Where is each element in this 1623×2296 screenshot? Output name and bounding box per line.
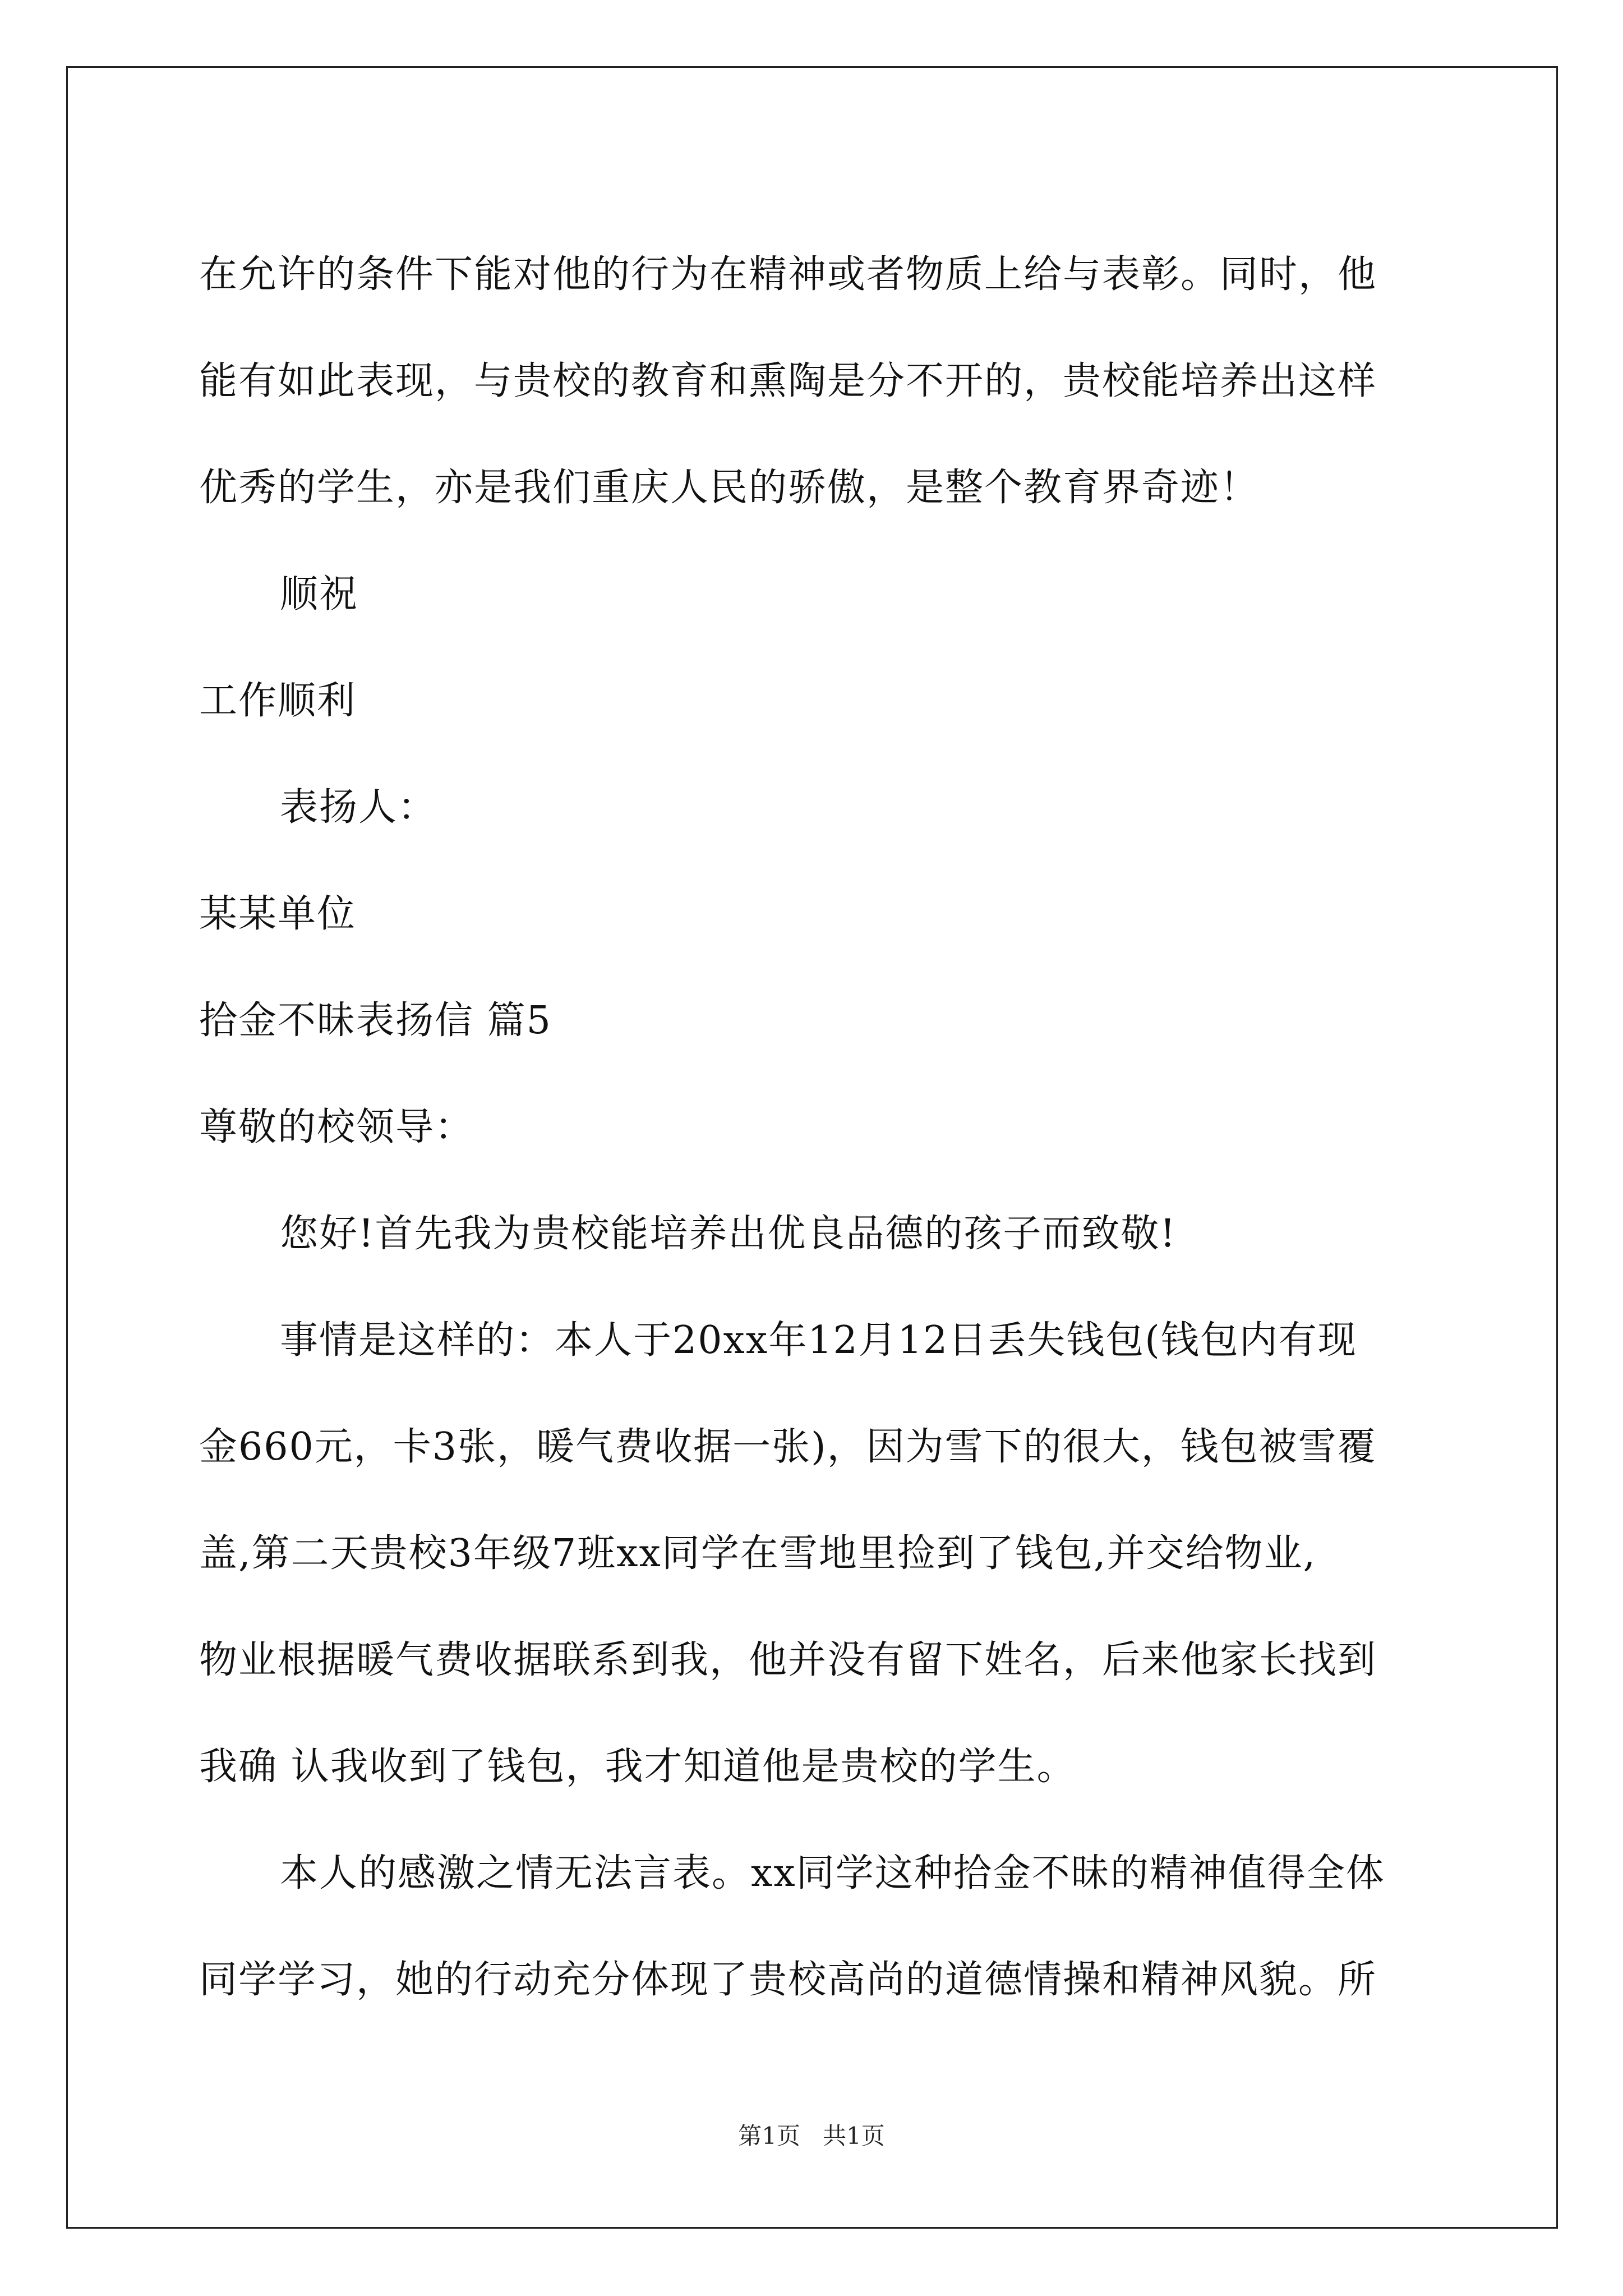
signature-label: 表扬人： [280,785,437,830]
page-footer: 第1页 共1页 [738,2122,885,2150]
text-line-1: 在允许的条件下能对他的行为在精神或者物质上给与表彰。同时，他 [199,252,1377,297]
text-line-2: 能有如此表现，与贵校的教育和熏陶是分不开的，贵校能培养出这样 [199,359,1377,403]
text-line-16: 本人的感激之情无法言表。xx同学这种拾金不昧的精神值得全体 [280,1851,1385,1895]
text-line-15: 我确 认我收到了钱包，我才知道他是贵校的学生。 [199,1745,1076,1789]
text-line-10: 您好!首先我为贵校能培养出优良品德的孩子而致敬! [280,1212,1177,1256]
text-line-12: 金660元，卡3张，暖气费收据一张)，因为雪下的很大，钱包被雪覆 [199,1425,1377,1469]
text-line-11: 事情是这样的：本人于20xx年12月12日丢失钱包(钱包内有现 [280,1318,1357,1363]
document-body [199,222,1427,2033]
letter-greeting: 尊敬的校领导： [199,1105,474,1149]
text-line-17: 同学学习，她的行动充分体现了贵校高尚的道德情操和精神风貌。所 [199,1958,1377,2002]
closing-salutation: 顺祝 [280,572,359,616]
text-line-14: 物业根据暖气费收据联系到我，他并没有留下姓名，后来他家长找到 [199,1638,1377,1682]
signature-organization: 某某单位 [199,892,357,936]
closing-wish: 工作顺利 [199,679,357,723]
text-line-13: 盖,第二天贵校3年级7班xx同学在雪地里捡到了钱包,并交给物业, [199,1531,1317,1576]
text-line-3: 优秀的学生，亦是我们重庆人民的骄傲，是整个教育界奇迹！ [199,466,1260,510]
section-heading: 拾金不昧表扬信 篇5 [199,999,552,1043]
